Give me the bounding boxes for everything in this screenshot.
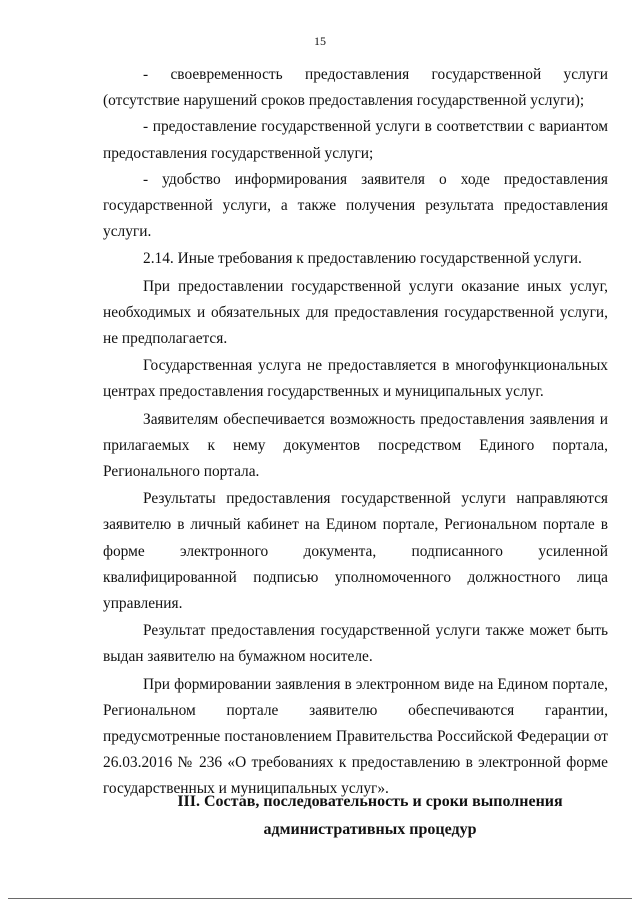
paragraph-other-services: При предоставлении государственной услуги оказание иных услуг, необходимых и обязательных для предоставления государственной услуги, не предполагается. (103, 277, 608, 348)
section-heading-line-2: административных процедур (263, 821, 477, 838)
paragraph-variant-compliance: - предоставление государственной услуги в соответствии с вариантом предоставления государственной услуги; (103, 118, 608, 162)
paragraph-mfc: Государственная услуга не предоставляется в многофункциональных центрах предоставления государственных и муниципальных услуг. (103, 357, 608, 401)
paragraph-timeliness: - своевременность предоставления государственной услуги (отсутствие нарушений сроков предоставления государственной услуги); (103, 66, 608, 110)
paragraph-section-2-14: 2.14. Иные требования к предоставлению государственной услуги. (143, 250, 582, 268)
paragraph-application-submission: Заявителям обеспечивается возможность предоставления заявления и прилагаемых к нему документов посредством Единого портала, Регионального портала. (103, 410, 608, 481)
document-body (103, 62, 608, 803)
section-heading (0, 788, 640, 844)
page-number: 15 (314, 34, 326, 48)
paragraph-results-delivery: Результаты предоставления государственной услуги направляются заявителю в личный кабинет на Едином портале, Региональном портале в форме электронного документа, подписанного усиленной квалифицированной подписью уполномоченного должностного лица управления. (103, 490, 608, 613)
paragraph-electronic-guarantees: При формировании заявления в электронном виде на Едином портале, Региональном портале заявителю обеспечиваются гарантии, предусмотренные постановлением Правительства Российской Федерации от 26.03.2016 № 236 «О требованиях к предоставлению в электронной форме государственных и муниципальных услуг». (103, 675, 608, 798)
paragraph-paper-result: Результат предоставления государственной услуги также может быть выдан заявителю на бумажном носителе. (103, 622, 608, 666)
section-heading-line-1: III. Состав, последовательность и сроки выполнения (177, 793, 563, 810)
scan-edge-divider (8, 898, 632, 899)
paragraph-informing-convenience: - удобство информирования заявителя о ходе предоставления государственной услуги, а также получения результата предоставления услуги. (103, 170, 608, 241)
